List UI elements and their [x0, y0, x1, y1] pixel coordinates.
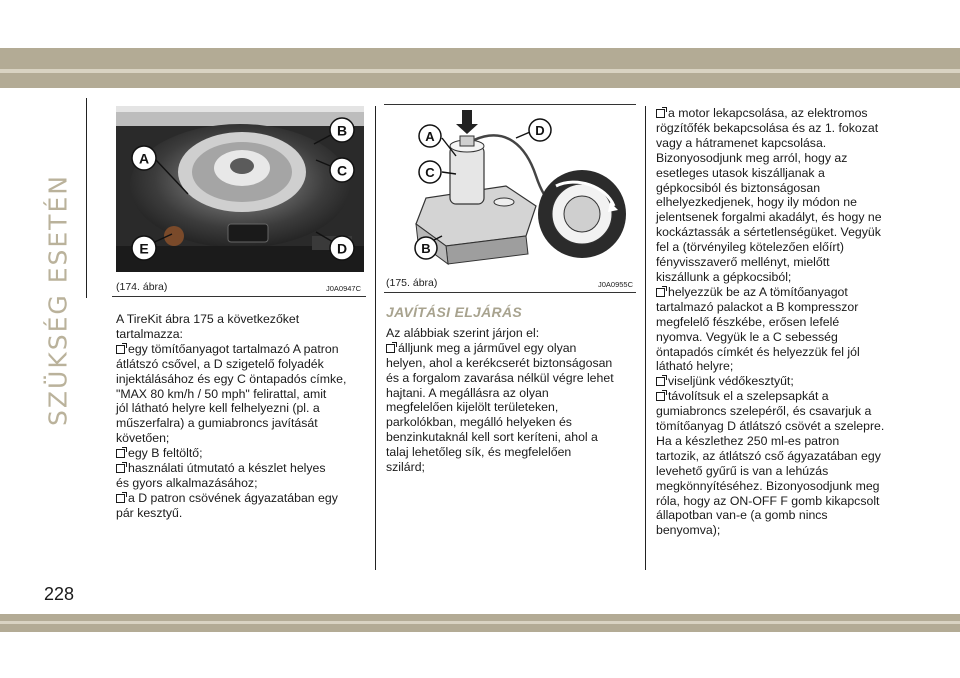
text-line [656, 508, 908, 523]
figure-174-caption: (174. ábra) [116, 281, 168, 293]
text-line [386, 326, 638, 341]
chapter-side-title: SZÜKSÉG ESETÉN [43, 174, 73, 426]
column-1-text [116, 312, 368, 521]
text-line [656, 389, 908, 404]
callout-e [132, 236, 156, 260]
column-2-text [386, 326, 638, 475]
page-number: 228 [44, 584, 75, 604]
text-line [656, 315, 908, 330]
text-line-content: megfelelően kijelölt területeken, [386, 400, 559, 415]
callout-d [529, 119, 551, 141]
text-line [656, 255, 908, 270]
text-line [656, 449, 908, 464]
text-line-content: viseljünk védőkesztyűt; [668, 374, 794, 389]
text-line [656, 523, 908, 538]
text-line-content: "MAX 80 km/h / 50 mph" felirattal, amit [116, 386, 327, 401]
text-line-content: megfelelő fészkébe, erősen lefelé [656, 314, 840, 329]
figure-174-callouts [116, 106, 364, 272]
text-line [656, 225, 908, 240]
column-separator-1 [375, 106, 376, 570]
text-line-content: levehető gyűrű is van a lehúzás [656, 463, 829, 478]
text-line-content: fényvisszaverő mellényt, mielőtt [656, 255, 830, 270]
text-line-content: talaj lehetőleg sík, és megfelelően [386, 445, 572, 460]
text-line [386, 341, 638, 356]
text-line [386, 445, 638, 460]
text-line [656, 121, 908, 136]
text-line [116, 372, 368, 387]
text-line [656, 151, 908, 166]
text-line [116, 401, 368, 416]
svg-text:C: C [336, 162, 348, 179]
checkbox-bullet-icon [116, 494, 125, 503]
callout-c [419, 161, 441, 183]
text-line-content: látható helyre; [656, 359, 734, 374]
text-line [656, 106, 908, 121]
text-line-content: és gyors alkalmazásához; [116, 475, 258, 490]
text-line-content: megkönnyítéséhez. Bizonyosodjunk meg [656, 478, 880, 493]
text-line [656, 494, 908, 509]
text-line-content: róla, hogy az ON-OFF F gomb kikapcsolt [656, 493, 880, 508]
text-line-content: nyomva. Vegyük le a C sebesség [656, 329, 838, 344]
text-line-content: benzinkutaknál kell sort keríteni, ahol a [386, 430, 598, 445]
text-line [116, 476, 368, 491]
text-line-content: tartalmazza: [116, 326, 183, 341]
callout-a [132, 146, 156, 170]
text-line-content: szilárd; [386, 460, 425, 475]
text-line [116, 506, 368, 521]
text-line [386, 386, 638, 401]
text-line [116, 342, 368, 357]
callout-b [330, 118, 354, 142]
text-line-content: A TireKit ábra 175 a következőket [116, 312, 300, 326]
text-line [656, 419, 908, 434]
text-line [116, 416, 368, 431]
text-line-content: egy tömítőanyagot tartalmazó A patron [128, 341, 339, 356]
text-line [386, 460, 638, 475]
text-line [656, 434, 908, 449]
text-line-content: parkolókban, megálló helyeken és [386, 415, 572, 430]
text-line [386, 356, 638, 371]
bottom-decorative-band [0, 614, 960, 632]
svg-text:A: A [425, 129, 435, 144]
text-line-content: fel a (törvényileg kötelezően előírt) [656, 240, 844, 255]
text-line [656, 374, 908, 389]
svg-text:D: D [336, 240, 348, 257]
text-line-content: gumiabroncs szelepéről, és csavarjuk a [656, 404, 872, 419]
text-line-content: műszerfalra) a gumiabroncs javítását [116, 416, 318, 431]
svg-text:E: E [139, 240, 149, 257]
callout-c [330, 158, 354, 182]
figure-175-rule [384, 292, 636, 293]
text-line [116, 446, 368, 461]
text-line-content: jól látható helyre kell felhelyezni (pl. a [116, 401, 320, 416]
text-line-content: öntapadós címkét és helyezzük fel jól [656, 344, 860, 359]
svg-text:D: D [535, 123, 545, 138]
text-line-content: helyen, ahol a kerékcserét biztonságosan [386, 355, 613, 370]
figure-175-illustration [386, 106, 636, 272]
column-separator-2 [645, 106, 646, 570]
text-line-content: a D patron csövének ágyazatában egy [128, 490, 338, 505]
text-line-content: Bizonyosodjunk meg arról, hogy az [656, 150, 848, 165]
checkbox-bullet-icon [116, 449, 125, 458]
text-line [116, 461, 368, 476]
checkbox-bullet-icon [656, 109, 665, 118]
text-line [656, 136, 908, 151]
text-line-content: használati útmutató a készlet helyes [128, 461, 326, 476]
column-3-text [656, 106, 908, 538]
checkbox-bullet-icon [386, 344, 395, 353]
text-line-content: Az alábbiak szerint járjon el: [386, 325, 540, 340]
side-rule [86, 98, 87, 298]
text-line-content: pár kesztyű. [116, 505, 183, 520]
callout-b [415, 237, 437, 259]
callout-a [419, 125, 441, 147]
text-line [116, 357, 368, 372]
text-line [386, 400, 638, 415]
text-line [656, 166, 908, 181]
column-2 [386, 305, 638, 475]
text-line [656, 330, 908, 345]
checkbox-bullet-icon [116, 345, 125, 354]
text-line [386, 371, 638, 386]
figure-175-code: J0A0955C [598, 280, 634, 289]
text-line-content: távolítsuk el a szelepsapkát a [668, 389, 829, 404]
text-line [656, 404, 908, 419]
svg-text:C: C [425, 165, 435, 180]
text-line-content: injektálásához és egy C öntapadós címke, [116, 371, 347, 386]
text-line [656, 210, 908, 225]
figure-175-top-rule [384, 104, 636, 105]
section-title-repair-procedure: JAVÍTÁSI ELJÁRÁS [386, 304, 523, 320]
text-line-content: gépkocsiból és biztonságosan [656, 180, 821, 195]
checkbox-bullet-icon [656, 392, 665, 401]
text-line-content: átlátszó csővel, a D szigetelő folyadék [116, 356, 324, 371]
text-line-content: tartozik, az átlátszó cső ágyazatában egy [656, 448, 881, 463]
text-line [116, 387, 368, 402]
text-line-content: vagy a hátramenet kapcsolása. [656, 135, 827, 150]
text-line [656, 359, 908, 374]
text-line [656, 285, 908, 300]
text-line-content: kockáztassák a sértetlenségüket. Vegyük [656, 225, 881, 240]
text-line [656, 181, 908, 196]
figure-174-rule [112, 296, 366, 297]
checkbox-bullet-icon [656, 288, 665, 297]
text-line-content: kiszállunk a gépkocsiból; [656, 269, 792, 284]
text-line-content: jelentsenek forgalmi akadályt, és hogy ne [656, 210, 882, 225]
svg-text:A: A [138, 150, 150, 167]
text-line-content: álljunk meg a járművel egy olyan [398, 340, 577, 355]
text-line [656, 270, 908, 285]
text-line [656, 300, 908, 315]
text-line [116, 327, 368, 342]
text-line-content: esetleges utasok kiszálljanak a [656, 165, 825, 180]
text-line-content: állapotban van-e (a gomb nincs [656, 508, 828, 523]
text-line [386, 430, 638, 445]
checkbox-bullet-icon [656, 377, 665, 386]
text-line-content: tartalmazó palackot a B kompresszor [656, 299, 859, 314]
text-line-content: elhelyezkedjenek, hogy ily módon ne [656, 195, 857, 210]
svg-text:B: B [421, 241, 431, 256]
text-line [386, 415, 638, 430]
text-line [656, 345, 908, 360]
text-line [656, 240, 908, 255]
figure-174-photo [116, 106, 364, 272]
figure-175-caption: (175. ábra) [386, 277, 438, 289]
text-line [656, 464, 908, 479]
text-line [116, 491, 368, 506]
text-line-content: egy B feltöltő; [128, 446, 203, 461]
callout-d [330, 236, 354, 260]
figure-175-callouts [386, 106, 636, 272]
text-line-content: a motor lekapcsolása, az elektromos [668, 106, 868, 120]
figure-174-code: J0A0947C [326, 284, 362, 293]
text-line [116, 431, 368, 446]
text-line [656, 479, 908, 494]
text-line-content: követően; [116, 431, 170, 446]
top-decorative-band [0, 48, 960, 88]
text-line-content: tömítőanyag D átlátszó csövét a szelepre. [656, 419, 885, 434]
text-line-content: rögzítőfék bekapcsolása és az 1. fokozat [656, 120, 879, 135]
text-line-content: benyomva); [656, 523, 721, 538]
text-line-content: helyezzük be az A tömítőanyagot [668, 284, 848, 299]
checkbox-bullet-icon [116, 464, 125, 473]
text-line [656, 195, 908, 210]
text-line-content: hajtani. A megállásra az olyan [386, 385, 549, 400]
text-line [116, 312, 368, 327]
text-line-content: és a forgalom zavarása nélkül végre lehet [386, 370, 614, 385]
text-line-content: Ha a készlethez 250 ml-es patron [656, 433, 840, 448]
svg-text:B: B [336, 122, 348, 139]
